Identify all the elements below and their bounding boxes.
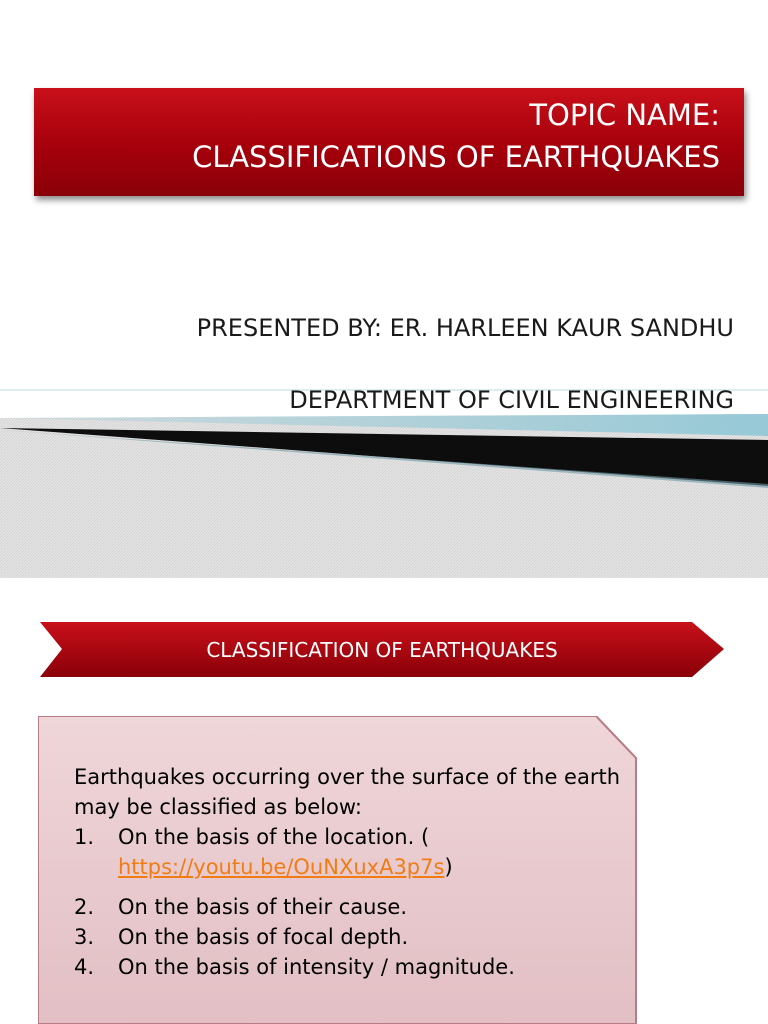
list-item-text: On the basis of focal depth. <box>118 925 409 949</box>
list-item <box>74 822 622 882</box>
list-item-number: 3. <box>74 925 95 949</box>
content-card <box>38 716 638 1024</box>
section-banner <box>40 622 724 677</box>
content-text <box>74 762 622 982</box>
presenter-name: PRESENTED BY: ER. HARLEEN KAUR SANDHU <box>196 314 734 342</box>
topic-title: CLASSIFICATIONS OF EARTHQUAKES <box>192 140 720 174</box>
list-item-text: On the basis of their cause. <box>118 895 408 919</box>
title-banner <box>34 88 744 196</box>
list-item-text: On the basis of the location. ( <box>118 825 430 849</box>
list-item <box>74 952 622 982</box>
list-item-text: On the basis of intensity / magnitude. <box>118 955 515 979</box>
list-item-number: 1. <box>74 825 95 849</box>
list-item <box>74 922 622 952</box>
list-item-number: 4. <box>74 955 95 979</box>
list-item-number: 2. <box>74 895 95 919</box>
intro-text: Earthquakes occurring over the surface of the earth may be classified as below: <box>74 765 621 819</box>
department-name: DEPARTMENT OF CIVIL ENGINEERING <box>289 386 734 414</box>
classification-list <box>74 822 622 982</box>
section-title: CLASSIFICATION OF EARTHQUAKES <box>206 637 558 662</box>
content-slide <box>0 578 768 1024</box>
topic-label: TOPIC NAME: <box>529 98 720 132</box>
youtube-link[interactable]: https://youtu.be/OuNXuxA3p7s <box>118 855 445 879</box>
list-item-suffix: ) <box>444 855 453 879</box>
list-item <box>74 892 622 922</box>
decorative-swoosh <box>0 388 768 578</box>
